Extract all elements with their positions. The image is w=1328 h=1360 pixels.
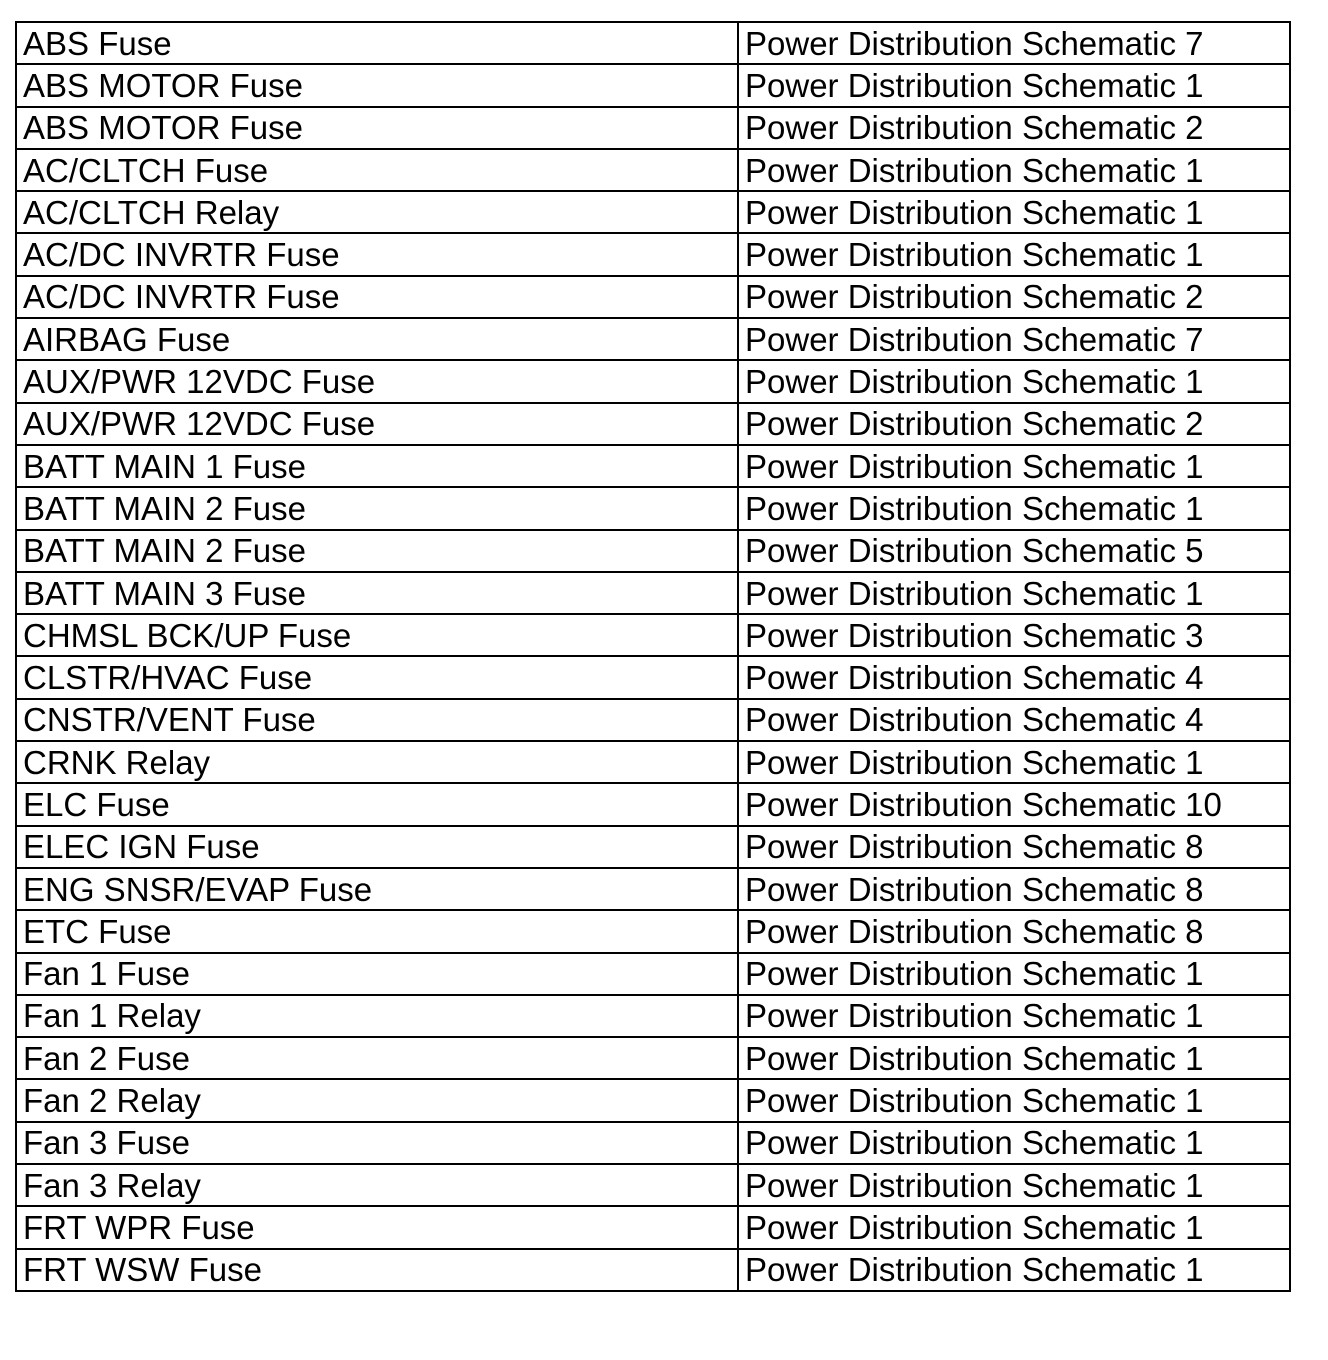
table-row: [16, 191, 1290, 233]
component-cell: CRNK Relay: [16, 741, 738, 783]
schematic-cell: Power Distribution Schematic 1: [738, 445, 1290, 487]
schematic-cell: Power Distribution Schematic 1: [738, 64, 1290, 106]
component-cell: CLSTR/HVAC Fuse: [16, 656, 738, 698]
table-row: [16, 868, 1290, 910]
schematic-cell: Power Distribution Schematic 8: [738, 910, 1290, 952]
schematic-cell: Power Distribution Schematic 8: [738, 826, 1290, 868]
component-cell: Fan 2 Fuse: [16, 1037, 738, 1079]
schematic-cell: Power Distribution Schematic 1: [738, 191, 1290, 233]
table-row: [16, 614, 1290, 656]
schematic-cell: Power Distribution Schematic 1: [738, 360, 1290, 402]
table-row: [16, 1249, 1290, 1291]
schematic-cell: Power Distribution Schematic 2: [738, 107, 1290, 149]
schematic-cell: Power Distribution Schematic 1: [738, 1249, 1290, 1291]
table-row: [16, 1037, 1290, 1079]
component-cell: BATT MAIN 2 Fuse: [16, 530, 738, 572]
component-cell: ENG SNSR/EVAP Fuse: [16, 868, 738, 910]
component-cell: BATT MAIN 3 Fuse: [16, 572, 738, 614]
component-cell: BATT MAIN 2 Fuse: [16, 487, 738, 529]
component-cell: ABS Fuse: [16, 22, 738, 64]
table-row: [16, 22, 1290, 64]
component-cell: Fan 2 Relay: [16, 1079, 738, 1121]
schematic-cell: Power Distribution Schematic 4: [738, 656, 1290, 698]
table-row: [16, 1079, 1290, 1121]
table-row: [16, 360, 1290, 402]
component-cell: Fan 3 Fuse: [16, 1122, 738, 1164]
fuse-relay-index-table: [15, 21, 1291, 1292]
component-cell: CNSTR/VENT Fuse: [16, 699, 738, 741]
schematic-cell: Power Distribution Schematic 5: [738, 530, 1290, 572]
table-row: [16, 741, 1290, 783]
component-cell: AC/CLTCH Fuse: [16, 149, 738, 191]
component-cell: ABS MOTOR Fuse: [16, 64, 738, 106]
component-cell: FRT WPR Fuse: [16, 1206, 738, 1248]
table-row: [16, 64, 1290, 106]
component-cell: ABS MOTOR Fuse: [16, 107, 738, 149]
schematic-cell: Power Distribution Schematic 7: [738, 318, 1290, 360]
schematic-cell: Power Distribution Schematic 10: [738, 783, 1290, 825]
schematic-cell: Power Distribution Schematic 2: [738, 403, 1290, 445]
table-row: [16, 1206, 1290, 1248]
schematic-cell: Power Distribution Schematic 1: [738, 233, 1290, 275]
table-row: [16, 656, 1290, 698]
table-row: [16, 149, 1290, 191]
table-row: [16, 1164, 1290, 1206]
schematic-cell: Power Distribution Schematic 7: [738, 22, 1290, 64]
component-cell: AIRBAG Fuse: [16, 318, 738, 360]
table-row: [16, 572, 1290, 614]
schematic-cell: Power Distribution Schematic 3: [738, 614, 1290, 656]
table-row: [16, 783, 1290, 825]
component-cell: AC/DC INVRTR Fuse: [16, 276, 738, 318]
schematic-cell: Power Distribution Schematic 1: [738, 149, 1290, 191]
component-cell: Fan 1 Relay: [16, 995, 738, 1037]
table-row: [16, 107, 1290, 149]
table-row: [16, 530, 1290, 572]
table-row: [16, 1122, 1290, 1164]
component-cell: Fan 1 Fuse: [16, 953, 738, 995]
component-cell: AUX/PWR 12VDC Fuse: [16, 403, 738, 445]
component-cell: AC/CLTCH Relay: [16, 191, 738, 233]
table-row: [16, 276, 1290, 318]
table-row: [16, 826, 1290, 868]
table-row: [16, 910, 1290, 952]
schematic-cell: Power Distribution Schematic 1: [738, 741, 1290, 783]
table-row: [16, 318, 1290, 360]
table-row: [16, 233, 1290, 275]
component-cell: AUX/PWR 12VDC Fuse: [16, 360, 738, 402]
component-cell: AC/DC INVRTR Fuse: [16, 233, 738, 275]
schematic-cell: Power Distribution Schematic 1: [738, 1122, 1290, 1164]
schematic-cell: Power Distribution Schematic 4: [738, 699, 1290, 741]
table-row: [16, 699, 1290, 741]
schematic-cell: Power Distribution Schematic 1: [738, 1164, 1290, 1206]
component-cell: ELC Fuse: [16, 783, 738, 825]
schematic-cell: Power Distribution Schematic 1: [738, 572, 1290, 614]
component-cell: BATT MAIN 1 Fuse: [16, 445, 738, 487]
component-cell: Fan 3 Relay: [16, 1164, 738, 1206]
component-cell: FRT WSW Fuse: [16, 1249, 738, 1291]
schematic-cell: Power Distribution Schematic 1: [738, 487, 1290, 529]
table-row: [16, 953, 1290, 995]
component-cell: ETC Fuse: [16, 910, 738, 952]
schematic-cell: Power Distribution Schematic 1: [738, 953, 1290, 995]
component-cell: ELEC IGN Fuse: [16, 826, 738, 868]
table-row: [16, 445, 1290, 487]
table-row: [16, 995, 1290, 1037]
schematic-cell: Power Distribution Schematic 2: [738, 276, 1290, 318]
schematic-cell: Power Distribution Schematic 1: [738, 1206, 1290, 1248]
fuse-relay-index-table-container: [15, 21, 1289, 1292]
table-row: [16, 403, 1290, 445]
schematic-cell: Power Distribution Schematic 1: [738, 1037, 1290, 1079]
schematic-cell: Power Distribution Schematic 8: [738, 868, 1290, 910]
component-cell: CHMSL BCK/UP Fuse: [16, 614, 738, 656]
schematic-cell: Power Distribution Schematic 1: [738, 1079, 1290, 1121]
schematic-cell: Power Distribution Schematic 1: [738, 995, 1290, 1037]
table-body: [16, 22, 1290, 1291]
table-row: [16, 487, 1290, 529]
